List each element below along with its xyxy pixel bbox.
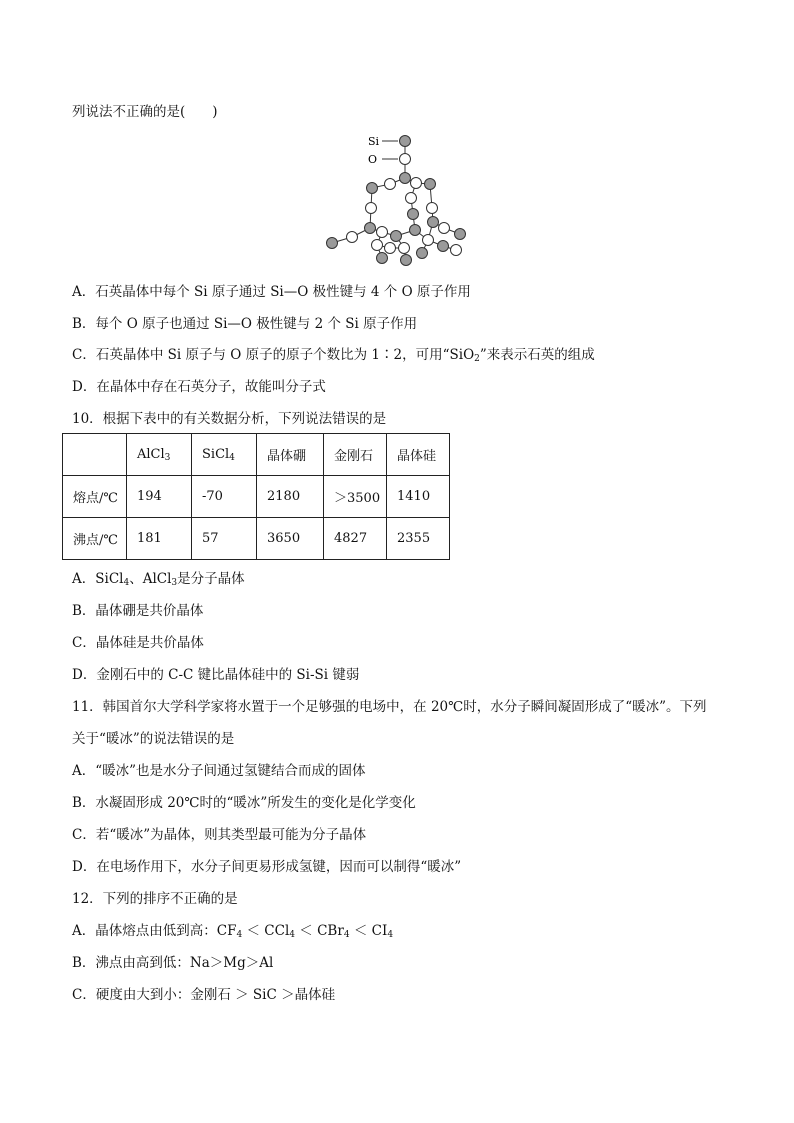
table-header-cell	[63, 434, 127, 476]
table-cell: -70	[192, 476, 257, 518]
table-cell: 1410	[387, 476, 450, 518]
q11-option-d: D．在电场作用下，水分子间更易形成氢键，因而可以制得“暖冰”	[72, 859, 462, 875]
table-header-cell: 晶体硅	[387, 434, 450, 476]
table-cell: 沸点/℃	[63, 518, 127, 560]
table-cell: 4827	[324, 518, 387, 560]
table-cell: ＞3500	[324, 476, 387, 518]
table-row	[63, 518, 450, 560]
table-cell: 3650	[257, 518, 324, 560]
legend-si-label: Si	[368, 135, 380, 148]
table-header-cell: 金刚石	[324, 434, 387, 476]
q9-option-d: D．在晶体中存在石英分子，故能叫分子式	[72, 379, 326, 395]
q10-option-b: B．晶体硼是共价晶体	[72, 603, 204, 619]
q12-option-b: B．沸点由高到低：Na＞Mg＞Al	[72, 955, 274, 971]
q12-option-c: C．硬度由大到小：金刚石 ＞ SiC ＞晶体硅	[72, 987, 336, 1003]
legend-o-label: O	[368, 153, 378, 166]
q11-option-b: B．水凝固形成 20℃时的“暖冰”所发生的变化是化学变化	[72, 795, 416, 811]
table-cell: 194	[127, 476, 192, 518]
q11-stem-line1: 11．韩国首尔大学科学家将水置于一个足够强的电场中，在 20℃时，水分子瞬间凝固形成了“暖冰”。下列	[72, 699, 707, 715]
table-cell: 181	[127, 518, 192, 560]
table-cell: 2355	[387, 518, 450, 560]
q10-option-a: A．SiCl$_4$、AlCl$_3$是分子晶体	[72, 571, 245, 588]
q11-option-c: C．若“暖冰”为晶体，则其类型最可能为分子晶体	[72, 827, 367, 843]
quartz-structure-diagram	[318, 128, 478, 278]
si-atoms	[327, 136, 466, 266]
q9-option-a: A．石英晶体中每个 Si 原子通过 Si—O 极性键与 4 个 O 原子作用	[72, 284, 471, 300]
table-header-cell: AlCl$_3$	[127, 434, 192, 476]
q9-stem: 列说法不正确的是( )	[72, 104, 218, 120]
q11-stem-line2: 关于“暖冰”的说法错误的是	[72, 731, 235, 747]
table-cell: 熔点/℃	[63, 476, 127, 518]
q9-option-b: B．每个 O 原子也通过 Si—O 极性键与 2 个 Si 原子作用	[72, 316, 418, 332]
table-header-cell: 晶体硼	[257, 434, 324, 476]
table-cell: 2180	[257, 476, 324, 518]
q10-option-c: C．晶体硅是共价晶体	[72, 635, 204, 651]
table-cell: 57	[192, 518, 257, 560]
data-table	[62, 433, 450, 560]
q12-stem: 12．下列的排序不正确的是	[72, 891, 238, 907]
table-header-row	[63, 434, 450, 476]
table-row	[63, 476, 450, 518]
q10-stem: 10．根据下表中的有关数据分析，下列说法错误的是	[72, 411, 387, 427]
table-header-cell: SiCl$_4$	[192, 434, 257, 476]
q12-option-a: A．晶体熔点由低到高：$CF_4 < CCl_4 < CBr_4 < CI_4$	[72, 923, 394, 940]
q9-option-c: C．石英晶体中 Si 原子与 O 原子的原子个数比为 1∶2，可用“SiO$_2$”来表示石英的组成	[72, 347, 595, 364]
q11-option-a: A．“暖冰”也是水分子间通过氢键结合而成的固体	[72, 763, 366, 779]
q10-option-d: D．金刚石中的 C-C 键比晶体硅中的 Si-Si 键弱	[72, 667, 360, 683]
